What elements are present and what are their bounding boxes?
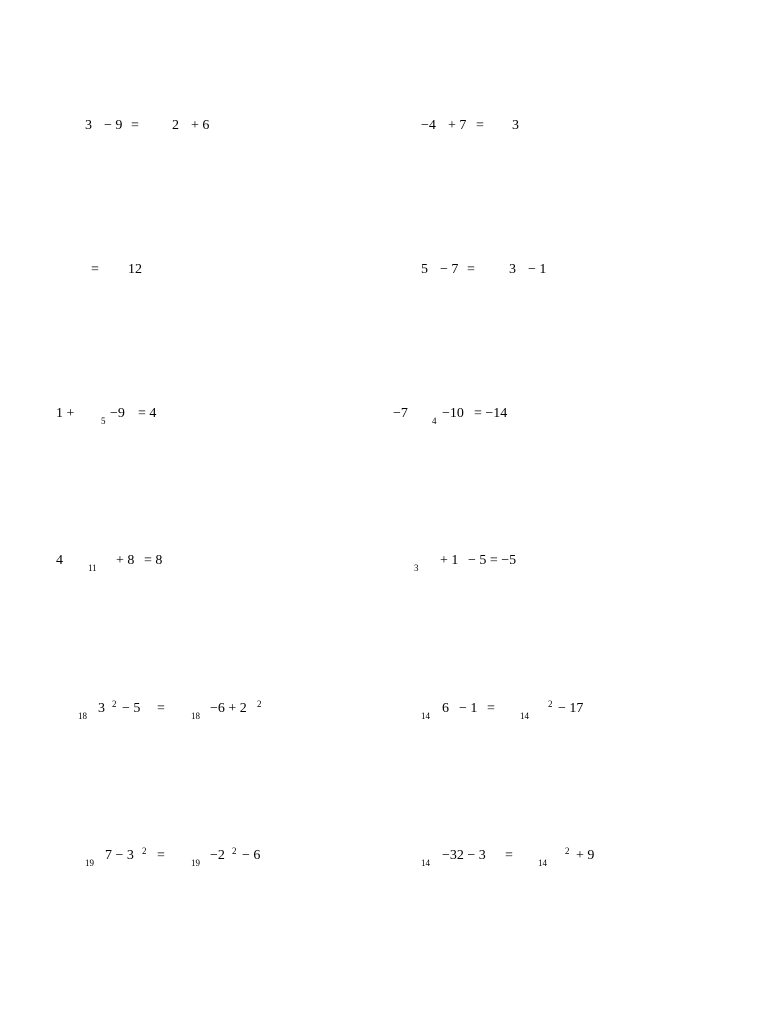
equation-term: = −14 <box>474 406 508 421</box>
superscript: 2 <box>112 699 117 709</box>
equation-term: − 1 <box>528 262 547 277</box>
equation-term: −2 <box>210 848 225 863</box>
equation-term: −32 − 3 <box>442 848 486 863</box>
equals-sign: = <box>476 118 484 133</box>
equation-term: −6 + 2 <box>210 701 247 716</box>
superscript: 2 <box>142 846 147 856</box>
equation-term: − 9 <box>104 118 123 133</box>
equals-sign: = <box>487 701 495 716</box>
equals-sign: = <box>91 262 99 277</box>
equation-term: − 6 <box>242 848 261 863</box>
problem-8 <box>0 549 760 573</box>
equation-term: −10 <box>442 406 464 421</box>
equation-term: 1 + <box>56 406 75 421</box>
superscript: 2 <box>232 846 237 856</box>
superscript: 2 <box>257 699 262 709</box>
subscript: 14 <box>538 858 547 868</box>
subscript: 4 <box>432 416 437 426</box>
equation-term: 7 − 3 <box>105 848 134 863</box>
equation-term: −9 <box>110 406 125 421</box>
equation-term: 12 <box>128 262 142 277</box>
problem-4 <box>0 258 760 282</box>
equation-term: 5 <box>421 262 428 277</box>
subscript: 5 <box>101 416 106 426</box>
equation-term: = 8 <box>144 553 163 568</box>
problem-10 <box>0 697 760 721</box>
equation-term: 2 <box>172 118 179 133</box>
equation-term: − 1 <box>459 701 478 716</box>
equals-sign: = <box>157 701 165 716</box>
subscript: 3 <box>414 563 419 573</box>
subscript: 14 <box>520 711 529 721</box>
superscript: 2 <box>565 846 570 856</box>
equation-term: − 5 <box>122 701 141 716</box>
subscript: 18 <box>191 711 200 721</box>
subscript: 14 <box>421 711 430 721</box>
equation-term: 3 <box>85 118 92 133</box>
equation-term: 6 <box>442 701 449 716</box>
subscript: 19 <box>191 858 200 868</box>
equation-term: 3 <box>512 118 519 133</box>
subscript: 18 <box>78 711 87 721</box>
subscript: 11 <box>88 563 97 573</box>
superscript: 2 <box>548 699 553 709</box>
equation-term: − 5 = −5 <box>468 553 517 568</box>
equals-sign: = <box>467 262 475 277</box>
problem-6 <box>0 402 760 426</box>
equation-term: −4 <box>421 118 436 133</box>
equation-term: = 4 <box>138 406 157 421</box>
subscript: 19 <box>85 858 94 868</box>
equation-term: + 1 <box>440 553 459 568</box>
equation-term: − 7 <box>440 262 459 277</box>
subscript: 14 <box>421 858 430 868</box>
equation-term: 3 <box>509 262 516 277</box>
equation-term: 4 <box>56 553 63 568</box>
equals-sign: = <box>157 848 165 863</box>
problem-12 <box>0 844 760 868</box>
equation-term: + 9 <box>576 848 595 863</box>
equals-sign: = <box>505 848 513 863</box>
equation-term: + 7 <box>448 118 467 133</box>
equation-term: −7 <box>393 406 408 421</box>
equation-term: − 17 <box>558 701 584 716</box>
problem-2 <box>0 114 760 138</box>
equation-term: 3 <box>98 701 105 716</box>
equation-term: + 8 <box>116 553 135 568</box>
equals-sign: = <box>131 118 139 133</box>
equation-term: + 6 <box>191 118 210 133</box>
